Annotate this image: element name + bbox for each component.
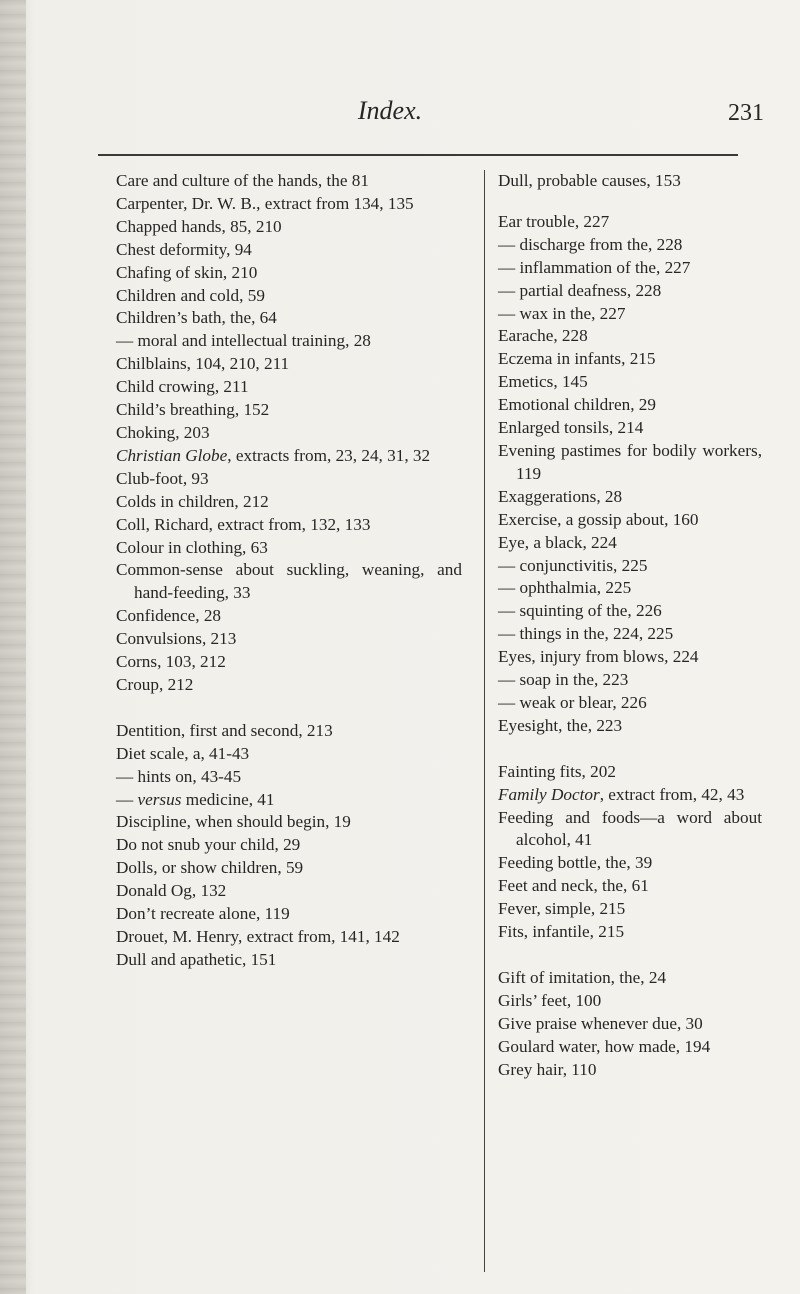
index-entry [116, 811, 462, 834]
index-entry [498, 532, 762, 555]
entry-text: Give praise whenever due, 30 [498, 1013, 703, 1033]
entry-text: Chilblains, 104, 210, 211 [116, 354, 290, 374]
entry-text: — moral and intellectual training, 28 [116, 331, 371, 351]
entry-text: Eye, a black, 224 [498, 532, 617, 552]
index-entry [116, 399, 462, 422]
entry-text: Grey hair, 110 [498, 1059, 597, 1079]
index-column-left [116, 170, 462, 972]
entry-text: , extracts from, 23, 24, 31, 32 [227, 445, 431, 465]
index-entry [498, 371, 762, 394]
entry-text: Colds in children, 212 [116, 491, 269, 511]
entry-text: Fever, simple, 215 [498, 899, 626, 919]
entry-text: — ophthalmia, 225 [498, 578, 632, 598]
index-entry [498, 852, 762, 875]
entry-text: Coll, Richard, extract from, 132, 133 [116, 514, 371, 534]
index-entry [498, 1036, 762, 1059]
entry-text: Carpenter, Dr. W. B., extract from 134, 135 [116, 193, 414, 213]
index-entry [498, 577, 762, 600]
column-divider [484, 170, 485, 1272]
index-entry [116, 376, 462, 399]
entry-text: Exercise, a gossip about, 160 [498, 509, 699, 529]
index-entry [498, 394, 762, 417]
index-entry [116, 491, 462, 514]
entry-text: Child’s breathing, 152 [116, 400, 270, 420]
index-entry [498, 234, 762, 257]
entry-text: Chafing of skin, 210 [116, 262, 258, 282]
entry-text: Do not snub your child, 29 [116, 835, 301, 855]
entry-text: Child crowing, 211 [116, 377, 249, 397]
index-entry [498, 784, 762, 807]
running-head-title: Index. [357, 96, 423, 125]
index-entry [116, 743, 462, 766]
entry-text: Colour in clothing, 63 [116, 537, 268, 557]
entry-text: Diet scale, a, 41-43 [116, 743, 250, 763]
index-entry [116, 720, 462, 743]
index-entry [498, 646, 762, 669]
index-entry [116, 628, 462, 651]
index-entry [116, 926, 462, 949]
index-entry [498, 875, 762, 898]
index-entry [116, 239, 462, 262]
page-number: 231 [728, 100, 764, 126]
index-entry [498, 1059, 762, 1082]
index-entry [116, 559, 462, 605]
index-entry [116, 353, 462, 376]
entry-text: Croup, 212 [116, 674, 194, 694]
entry-text: — inflammation of the, 227 [498, 257, 691, 277]
entry-text: Common-sense about suckling, weaning, and hand-feeding, 33 [116, 560, 462, 603]
index-entry [498, 486, 762, 509]
index-entry [498, 440, 762, 486]
entry-text: — squinting of the, 226 [498, 601, 662, 621]
entry-text: Confidence, 28 [116, 606, 222, 626]
entry-text: Chapped hands, 85, 210 [116, 216, 282, 236]
entry-text: — conjunctivitis, 225 [498, 555, 648, 575]
entry-text: Fainting fits, 202 [498, 761, 616, 781]
entry-text: Goulard water, how made, 194 [498, 1036, 711, 1056]
index-entry [116, 651, 462, 674]
index-entry [498, 211, 762, 234]
book-gutter [0, 0, 26, 1294]
index-entry [116, 216, 462, 239]
index-entry [498, 325, 762, 348]
entry-text: — discharge from the, 228 [498, 234, 683, 254]
entry-text: — soap in the, 223 [498, 670, 629, 690]
index-entry [498, 555, 762, 578]
index-entry [498, 1013, 762, 1036]
entry-text: Don’t recreate alone, 119 [116, 904, 290, 924]
entry-text: — things in the, 224, 225 [498, 624, 674, 644]
entry-italic-text: versus [137, 789, 182, 809]
index-entry [116, 422, 462, 445]
entry-text: Evening pastimes for bodily workers, 119 [498, 440, 762, 483]
index-entry [116, 193, 462, 216]
index-entry [116, 903, 462, 926]
index-entry [116, 330, 462, 353]
index-entry [116, 880, 462, 903]
entry-text: Donald Og, 132 [116, 881, 227, 901]
entry-text: Convulsions, 213 [116, 629, 237, 649]
entry-text: Eyes, injury from blows, 224 [498, 647, 699, 667]
entry-text: Eyesight, the, 223 [498, 715, 623, 735]
index-entry [498, 348, 762, 371]
index-entry [498, 692, 762, 715]
entry-text: Girls’ feet, 100 [498, 990, 602, 1010]
entry-text: — weak or blear, 226 [498, 692, 647, 712]
index-entry [116, 262, 462, 285]
entry-text: Dentition, first and second, 213 [116, 720, 333, 740]
entry-text: Drouet, M. Henry, extract from, 141, 142 [116, 927, 400, 946]
entry-text: Choking, 203 [116, 422, 210, 442]
entry-text: Children and cold, 59 [116, 285, 265, 305]
index-entry [498, 623, 762, 646]
index-entry [116, 789, 462, 812]
index-entry [116, 307, 462, 330]
entry-text: Emetics, 145 [498, 372, 588, 392]
entry-text: Dolls, or show children, 59 [116, 858, 304, 878]
entry-text: — [116, 789, 138, 809]
entry-text: Exaggerations, 28 [498, 486, 623, 506]
index-entry [498, 761, 762, 784]
entry-text: , extract from, 42, 43 [599, 784, 745, 804]
index-entry [498, 280, 762, 303]
index-entry [116, 949, 462, 972]
entry-text: Discipline, when should begin, 19 [116, 812, 351, 832]
index-entry [116, 514, 462, 537]
entry-text: — hints on, 43-45 [116, 766, 242, 786]
entry-text: Enlarged tonsils, 214 [498, 418, 644, 438]
entry-text: Feeding and foods—a word about alcohol, 41 [498, 807, 762, 850]
entry-text: Feeding bottle, the, 39 [498, 853, 653, 873]
entry-text: Care and culture of the hands, the 81 [116, 171, 369, 190]
index-entry [498, 600, 762, 623]
entry-text: Fits, infantile, 215 [498, 922, 625, 942]
index-entry [116, 834, 462, 857]
entry-text: medicine, 41 [181, 789, 275, 809]
index-entry [498, 807, 762, 853]
header-rule [98, 154, 738, 156]
entry-text: Club-foot, 93 [116, 468, 209, 488]
index-entry [116, 285, 462, 308]
index-entry [498, 898, 762, 921]
entry-text: Chest deformity, 94 [116, 239, 252, 259]
index-entry [116, 537, 462, 560]
entry-text: Children’s bath, the, 64 [116, 308, 277, 328]
index-entry [116, 674, 462, 697]
entry-text: Corns, 103, 212 [116, 652, 226, 672]
index-entry [498, 921, 762, 944]
entry-text: Eczema in infants, 215 [498, 349, 656, 369]
index-entry [498, 509, 762, 532]
index-entry [498, 715, 762, 738]
entry-text: Gift of imitation, the, 24 [498, 968, 667, 987]
entry-text: Ear trouble, 227 [498, 211, 610, 231]
entry-text: — partial deafness, 228 [498, 280, 662, 300]
index-entry [498, 669, 762, 692]
index-entry [116, 445, 462, 468]
index-entry [498, 990, 762, 1013]
index-entry [116, 170, 462, 193]
entry-text: Dull and apathetic, 151 [116, 949, 277, 969]
index-entry [116, 468, 462, 491]
entry-text: Feet and neck, the, 61 [498, 876, 649, 896]
index-entry [498, 303, 762, 326]
entry-text: Dull, probable causes, 153 [498, 171, 681, 190]
index-entry [498, 257, 762, 280]
entry-text: Earache, 228 [498, 326, 588, 346]
index-entry [116, 857, 462, 880]
index-entry [498, 417, 762, 440]
index-entry [498, 967, 762, 990]
index-entry [498, 170, 762, 193]
entry-italic-text: Christian Globe [116, 445, 228, 465]
entry-text: — wax in the, 227 [498, 303, 626, 323]
index-entry [116, 605, 462, 628]
index-entry [116, 766, 462, 789]
entry-text: Emotional children, 29 [498, 395, 656, 415]
index-column-right [498, 170, 762, 1082]
entry-italic-text: Family Doctor [498, 784, 600, 804]
